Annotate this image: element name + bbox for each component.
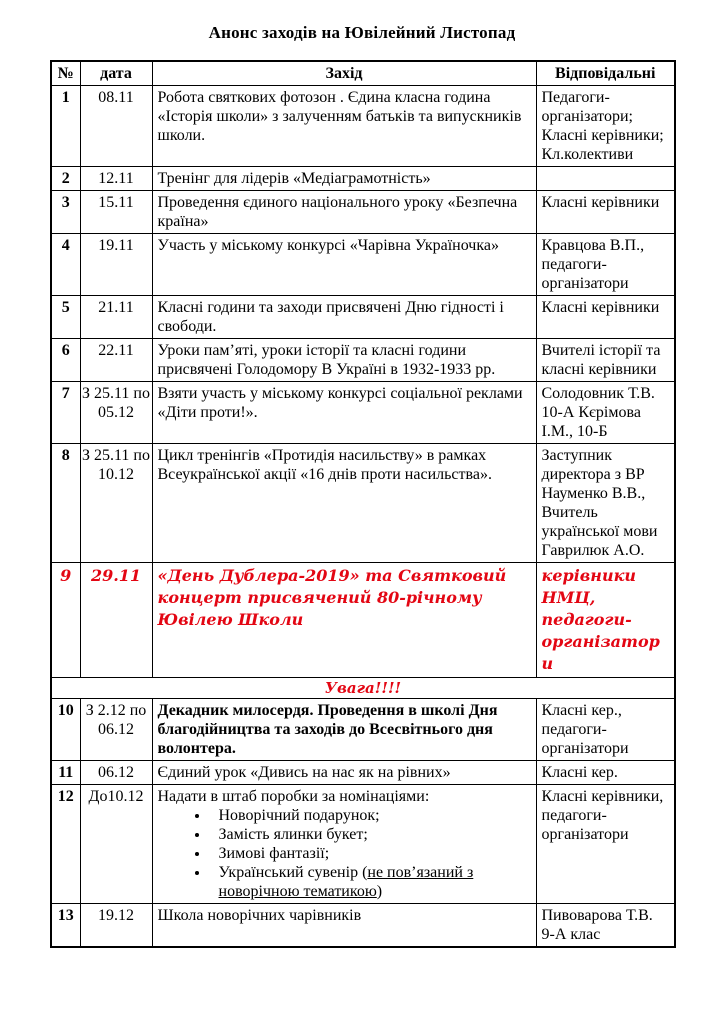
responsible-cell: Педагоги-організатори; Класні керівники; Кл.колективи <box>536 86 675 167</box>
event-text: Взяти участь у міському конкурсі соціальної реклами «Діти проти!». <box>157 385 523 421</box>
event-cell <box>152 296 536 339</box>
row-number-cell: 10 <box>51 699 80 761</box>
event-cell <box>152 86 536 167</box>
notice-row <box>51 678 675 699</box>
column-header-responsible: Відповідальні <box>536 61 675 86</box>
event-text: Робота святкових фотозон . Єдина класна година «Історія школи» з залученням батьків та випускників школи. <box>157 89 522 144</box>
row-number-cell: 9 <box>51 563 80 678</box>
table-row <box>51 234 675 296</box>
event-text: Декадник милосердя. Проведення в школі Дня благодійництва та заходів до Всесвітнього дня волонтера. <box>157 702 498 757</box>
column-header-num: № <box>51 61 80 86</box>
row-number-cell: 1 <box>51 86 80 167</box>
row-number-cell: 4 <box>51 234 80 296</box>
date-cell: 29.11 <box>80 563 152 678</box>
event-text: Проведення єдиного національного уроку «Безпечна країна» <box>157 194 518 230</box>
event-cell <box>152 234 536 296</box>
table-body <box>51 86 675 948</box>
responsible-cell <box>536 167 675 191</box>
date-cell: 22.11 <box>80 339 152 382</box>
responsible-cell: Класні кер. <box>536 761 675 785</box>
event-cell <box>152 904 536 948</box>
table-row <box>51 167 675 191</box>
underlined-note: не пов’язаний з новорічною тематикою <box>218 864 474 900</box>
column-header-event: Захід <box>152 61 536 86</box>
event-cell <box>152 191 536 234</box>
event-intro: Надати в штаб поробки за номінаціями: <box>157 788 430 805</box>
table-row <box>51 761 675 785</box>
event-text: Участь у міському конкурсі «Чарівна Україночка» <box>157 237 499 254</box>
row-number-cell: 7 <box>51 382 80 444</box>
responsible-cell: керівники НМЦ, педагоги-організатори <box>536 563 675 678</box>
event-cell <box>152 699 536 761</box>
row-number-cell: 6 <box>51 339 80 382</box>
event-cell <box>152 563 536 678</box>
event-cell <box>152 382 536 444</box>
event-bullet-item: • Замість ялинки букет; <box>210 825 532 844</box>
header-row <box>51 61 675 86</box>
row-number-cell: 11 <box>51 761 80 785</box>
date-cell: 19.11 <box>80 234 152 296</box>
date-cell: З 25.11 по 05.12 <box>80 382 152 444</box>
responsible-cell: Класні керівники <box>536 191 675 234</box>
event-bullet-item: • Зимові фантазії; <box>210 844 532 863</box>
row-number-cell: 3 <box>51 191 80 234</box>
responsible-cell: Класні керівники, педагоги-організатори <box>536 785 675 904</box>
table-row <box>51 339 675 382</box>
table-row <box>51 191 675 234</box>
responsible-cell: Вчителі історії та класні керівники <box>536 339 675 382</box>
table-row <box>51 296 675 339</box>
table-row <box>51 86 675 167</box>
responsible-cell: Солодовник Т.В. 10-А Кєрімова І.М., 10-Б <box>536 382 675 444</box>
event-bullet-list <box>158 806 532 901</box>
event-text: Тренінг для лідерів «Медіаграмотність» <box>157 170 431 187</box>
responsible-cell: Класні кер., педагоги-організатори <box>536 699 675 761</box>
row-number-cell: 12 <box>51 785 80 904</box>
event-bullet-item: • Український сувенір (не пов’язаний з новорічною тематикою) <box>210 863 532 901</box>
event-cell <box>152 761 536 785</box>
date-cell: З 25.11 по 10.12 <box>80 444 152 563</box>
table-row <box>51 444 675 563</box>
responsible-cell: Заступник директора з ВР Науменко В.В., Вчитель української мови Гаврилюк А.О. <box>536 444 675 563</box>
notice-text: Увага!!!! <box>51 678 675 699</box>
table-row <box>51 904 675 948</box>
date-cell: До10.12 <box>80 785 152 904</box>
date-cell: З 2.12 по 06.12 <box>80 699 152 761</box>
date-cell: 12.11 <box>80 167 152 191</box>
responsible-cell: Класні керівники <box>536 296 675 339</box>
event-text: Класні години та заходи присвячені Дню гідності і свободи. <box>157 299 504 335</box>
page-title: Анонс заходів на Ювілейний Листопад <box>208 23 516 42</box>
row-number-cell: 5 <box>51 296 80 339</box>
responsible-cell: Кравцова В.П., педагоги-організатори <box>536 234 675 296</box>
responsible-cell: Пивоварова Т.В. 9-А клас <box>536 904 675 948</box>
column-header-date: дата <box>80 61 152 86</box>
event-text: «День Дублера-2019» та Святковий концерт присвячений 80-річному Ювілею Школи <box>157 566 507 629</box>
date-cell: 08.11 <box>80 86 152 167</box>
event-cell <box>152 444 536 563</box>
date-cell: 21.11 <box>80 296 152 339</box>
row-number-cell: 13 <box>51 904 80 948</box>
table-row <box>51 785 675 904</box>
date-cell: 19.12 <box>80 904 152 948</box>
row-number-cell: 2 <box>51 167 80 191</box>
events-table <box>50 60 676 948</box>
table-row <box>51 699 675 761</box>
date-cell: 15.11 <box>80 191 152 234</box>
event-cell <box>152 167 536 191</box>
event-cell <box>152 339 536 382</box>
event-cell <box>152 785 536 904</box>
event-text: Школа новорічних чарівників <box>157 907 362 924</box>
table-row <box>51 563 675 678</box>
event-bullet-item: • Новорічний подарунок; <box>210 806 532 825</box>
table-row <box>51 382 675 444</box>
date-cell: 06.12 <box>80 761 152 785</box>
event-text: Єдиний урок «Дивись на нас як на рівних» <box>157 764 451 781</box>
event-text: Уроки пам’яті, уроки історії та класні години присвячені Голодомору В Україні в 1932-1933 рр. <box>157 342 496 378</box>
event-text: Цикл тренінгів «Протидія насильству» в рамках Всеукраїнської акції «16 днів проти насильства». <box>157 447 492 483</box>
table-header <box>51 61 675 86</box>
row-number-cell: 8 <box>51 444 80 563</box>
